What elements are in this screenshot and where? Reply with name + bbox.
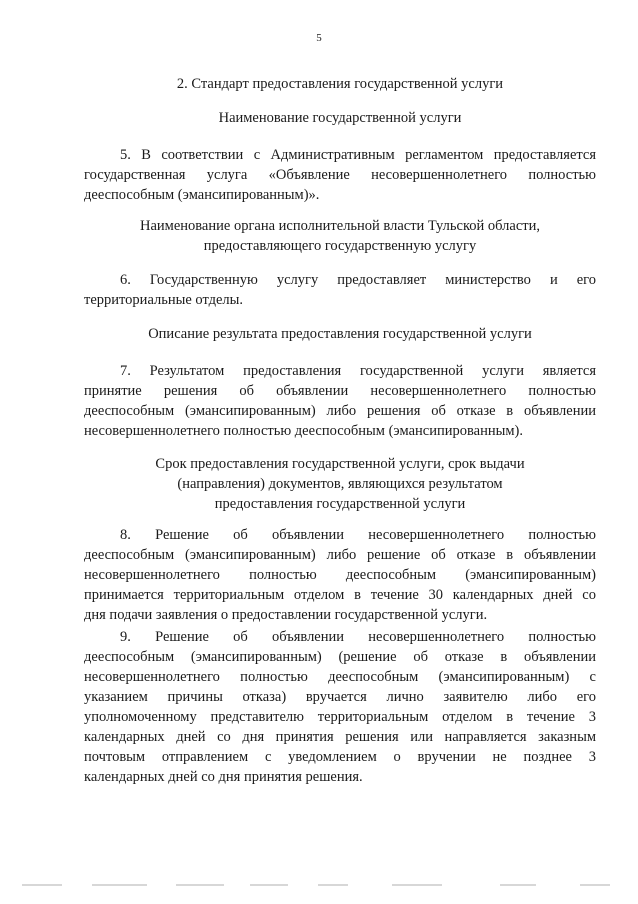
scan-speck [22, 884, 62, 886]
paragraph-line: 9. Решение об объявлении несовершеннолетнего полностью [120, 629, 596, 645]
paragraph-line: принимается территориальным отделом в течение 30 календарных дней со [84, 587, 596, 603]
paragraph-line: указанием причины отказа) вручается лично заявителю либо его [84, 689, 596, 705]
paragraph-line: дееспособным (эмансипированным) либо решения об отказе в объявлении [84, 403, 596, 419]
heading-line: предоставляющего государственную услугу [203, 238, 477, 254]
heading-term [84, 454, 596, 514]
scan-speck [250, 884, 288, 886]
scan-speck [176, 884, 224, 886]
heading-line: Описание результата предоставления государственной услуги [148, 326, 532, 342]
paragraph-line: 8. Решение об объявлении несовершеннолетнего полностью [120, 527, 596, 543]
heading-authority [84, 216, 596, 256]
heading-line: Наименование государственной услуги [218, 110, 462, 126]
paragraph-line: календарных дней со дня принятия решения или направляется заказным [84, 729, 596, 745]
heading-line: Наименование органа исполнительной власти Тульской области, [139, 218, 540, 234]
scan-speck [318, 884, 348, 886]
paragraph-line: 6. Государственную услугу предоставляет министерство и его [120, 272, 596, 288]
paragraph-line: 5. В соответствии с Административным регламентом предоставляется [120, 147, 596, 163]
paragraph-line: государственная услуга «Объявление несовершеннолетнего полностью [84, 167, 596, 183]
paragraph-line: несовершеннолетнего полностью дееспособным (эмансипированным) с [84, 669, 596, 685]
paragraph-line: 7. Результатом предоставления государственной услуги является [120, 363, 596, 379]
section-title [84, 74, 596, 94]
paragraph-6 [84, 270, 596, 310]
paragraph-line: почтовым отправлением с уведомлением о вручении не позднее 3 [84, 749, 596, 765]
paragraph-line: дееспособным (эмансипированным) (решение об отказе в объявлении [84, 649, 596, 665]
paragraph-7 [84, 361, 596, 441]
paragraph-line: дееспособным (эмансипированным) либо решение об отказе в объявлении [84, 547, 596, 563]
paragraph-line: уполномоченному представителю территориальным отделом в течение 3 [84, 709, 596, 725]
heading-service-name [84, 108, 596, 128]
paragraph-5 [84, 145, 596, 205]
paragraph-line: несовершеннолетнего полностью дееспособным (эмансипированным). [84, 423, 523, 439]
scan-speck [92, 884, 147, 886]
paragraph-line: календарных дней со дня принятия решения. [84, 769, 363, 785]
paragraph-line: несовершеннолетнего полностью дееспособным (эмансипированным) [84, 567, 596, 583]
paragraph-line: принятие решения об объявлении несовершеннолетнего полностью [84, 383, 596, 399]
section-title-text: 2. Стандарт предоставления государственной услуги [176, 76, 504, 92]
heading-line: Срок предоставления государственной услуги, срок выдачи [155, 456, 525, 472]
scan-speck [392, 884, 442, 886]
paragraph-9 [84, 627, 596, 787]
heading-result [84, 324, 596, 344]
page-number: 5 [316, 32, 322, 44]
scan-speck [580, 884, 610, 886]
heading-line: предоставления государственной услуги [214, 496, 466, 512]
paragraph-line: дееспособным (эмансипированным)». [84, 187, 320, 203]
paragraph-line: территориальные отделы. [84, 292, 244, 308]
heading-line: (направления) документов, являющихся результатом [177, 476, 503, 492]
scan-speck [500, 884, 536, 886]
paragraph-8 [84, 525, 596, 625]
paragraph-line: дня подачи заявления о предоставлении государственной услуги. [84, 607, 488, 623]
